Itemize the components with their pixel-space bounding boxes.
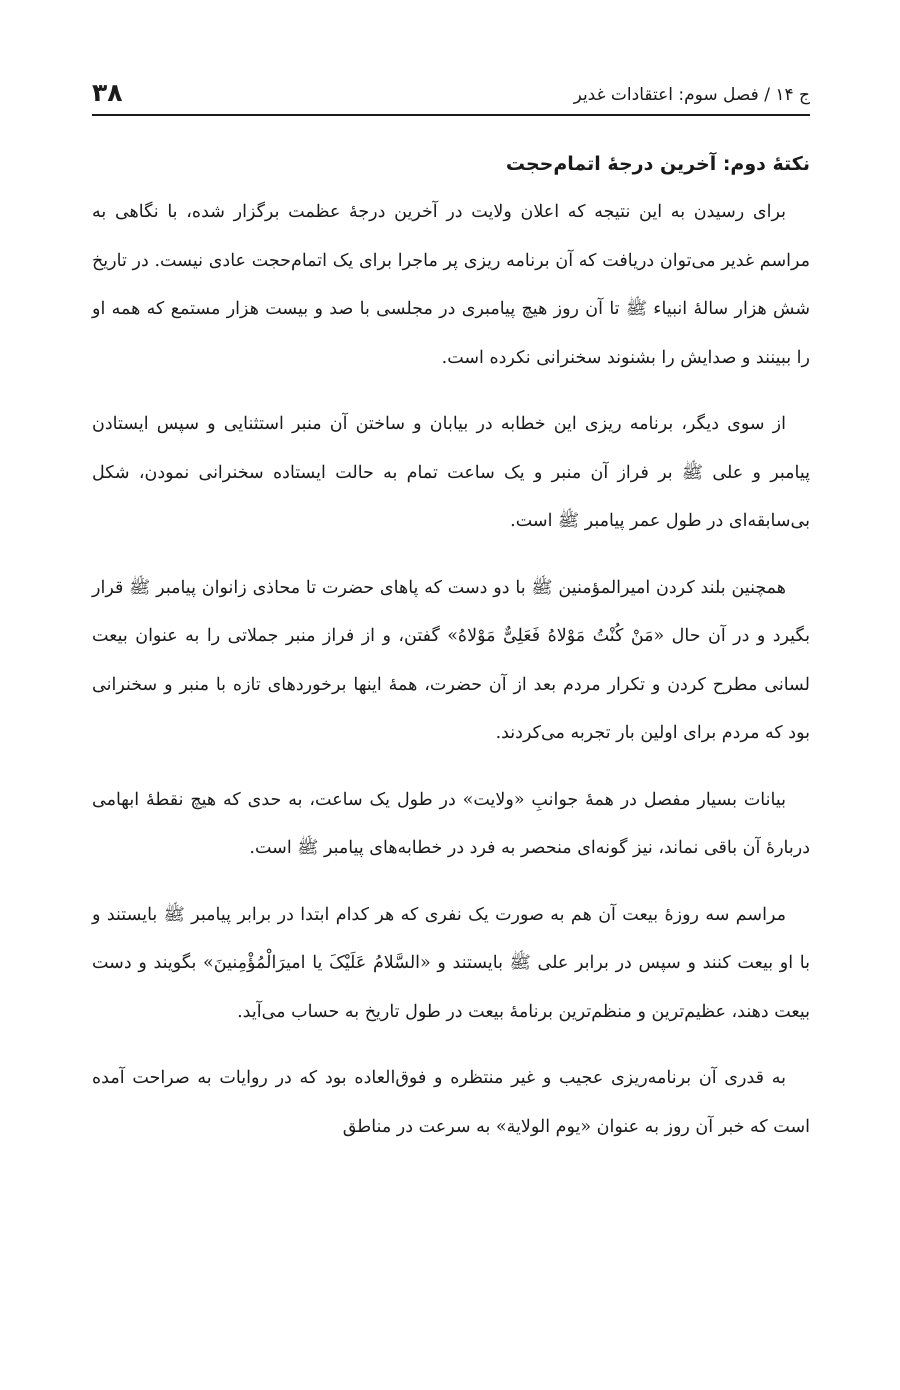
header-rule: [92, 114, 810, 116]
paragraph: از سوی دیگر، برنامه ریزی این خطابه در بیابان و ساختن آن منبر استثنایی و سپس ایستادن پیامبر و علی ﷺ بر فراز آن منبر و یک ساعت تمام به حالت ایستاده سخنرانی نمودن، شکل بی‌سابقه‌ای در طول عمر پیامبر ﷺ است.: [92, 414, 810, 531]
paragraph: بیانات بسیار مفصل در همهٔ جوانبِ «ولایت» در طول یک ساعت، به حدی که هیچ نقطهٔ ابهامی دربارهٔ آن باقی نماند، نیز گونه‌ای منحصر به فرد در خطابه‌های پیامبر ﷺ است.: [92, 789, 810, 858]
running-title: ج ۱۴ / فصل سوم: اعتقادات غدیر: [573, 85, 810, 105]
section-heading: نکتهٔ دوم: آخرین درجهٔ اتمام‌حجت: [505, 153, 810, 175]
page-number: ۳۸: [92, 78, 123, 107]
running-header: [92, 72, 810, 108]
paragraph: به قدری آن برنامه‌ریزی عجیب و غیر منتظره و فوق‌العاده بود که در روایات به صراحت آمده است که خبر آن روز به عنوان «یوم الولایة» به سرعت در مناطق: [92, 1068, 810, 1137]
body-text: [92, 146, 810, 1169]
paragraph: مراسم سه روزهٔ بیعت آن هم به صورت یک نفری که هر کدام ابتدا در برابر پیامبر ﷺ بایستند و با او بیعت کنند و سپس در برابر علی ﷺ بایستند و «السَّلامُ عَلَیْکَ یا امیرَالْمُؤْمِنینَ» بگویند و دست بیعت دهند، عظیم‌ترین و منظم‌ترین برنامهٔ بیعت در طول تاریخ به حساب می‌آید.: [92, 904, 810, 1022]
paragraph: همچنین بلند کردن امیرالمؤمنین ﷺ با دو دست که پاهای حضرت تا محاذی زانوان پیامبر ﷺ قرار بگیرد و در آن حال «مَنْ کُنْتُ مَوْلاهُ فَعَلِیٌّ مَوْلاهُ» گفتن، و از فراز منبر جملاتی را به عنوان بیعت لسانی مطرح کردن و تکرار مردم بعد از آن حضرت، همهٔ اینها برخوردهای تازه با منبر و سخنرانی بود که مردم برای اولین بار تجربه می‌کردند.: [92, 577, 810, 743]
book-page: [92, 0, 810, 1390]
paragraph: برای رسیدن به این نتیجه که اعلان ولایت در آخرین درجهٔ عظمت برگزار شده، با نگاهی به مراسم غدیر می‌توان دریافت که آن برنامه ریزی پر ماجرا برای یک اتمام‌حجت عادی نیست. در تاریخ شش هزار سالهٔ انبیاء ﷺ تا آن روز هیچ پیامبری در مجلسی با صد و بیست هزار مستمع که همه او را ببینند و صدایش را بشنوند سخنرانی نکرده است.: [92, 202, 810, 368]
